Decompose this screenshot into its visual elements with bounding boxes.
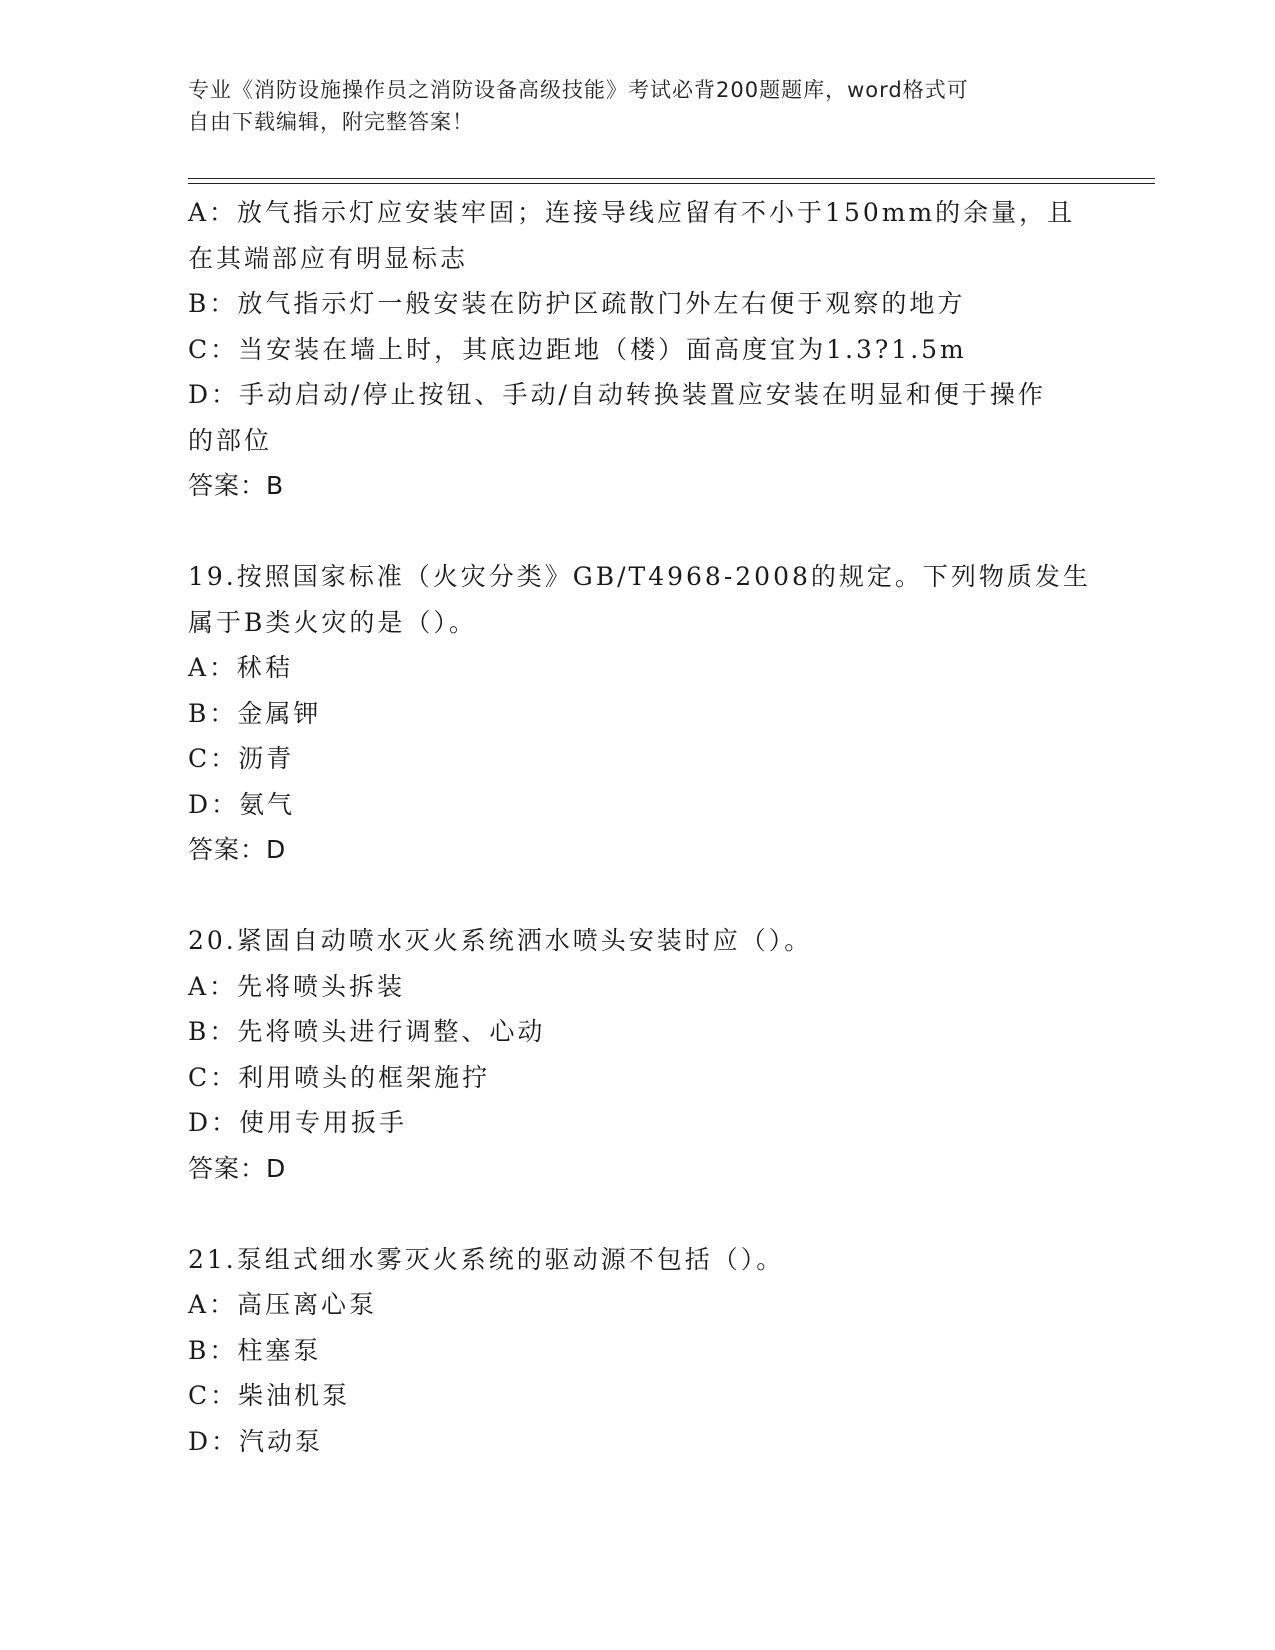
q20-stem: 20.紧固自动喷水灭火系统洒水喷头安装时应（）。 <box>188 926 813 955</box>
header-divider-bottom <box>188 183 1155 184</box>
question-20 <box>188 918 1088 1191</box>
q19-option-d: D：氨气 <box>188 789 296 819</box>
question-19 <box>188 554 1091 873</box>
header-divider-top <box>188 178 1155 179</box>
q20-option-c: C：利用喷头的框架施拧 <box>188 1062 491 1092</box>
spacer <box>188 1191 1088 1237</box>
q19-stem-line-1: 19.按照国家标准（火灾分类》GB/T4968-2008的规定。下列物质发生 <box>188 562 1091 591</box>
q20-option-a: A：先将喷头拆装 <box>188 971 406 1001</box>
q18-option-c: C：当安装在墙上时，其底边距地（楼）面高度宜为1.3?1.5m <box>188 334 967 364</box>
q18-option-a-line-2: 在其端部应有明显标志 <box>188 243 469 273</box>
q21-option-a: A：高压离心泵 <box>188 1290 378 1319</box>
spacer <box>188 873 1088 919</box>
q19-option-c: C：沥青 <box>188 744 295 773</box>
q20-option-d: D：使用专用扳手 <box>188 1108 408 1137</box>
q20-answer: 答案：D <box>188 1153 287 1183</box>
q18-option-d-line-1: D：手动启动/停止按钮、手动/自动转换装置应安装在明显和便于操作 <box>188 380 1046 409</box>
q18-answer: 答案：B <box>188 471 285 500</box>
q21-option-c: C：柴油机泵 <box>188 1381 351 1410</box>
q18-option-d-line-2: 的部位 <box>188 425 273 455</box>
header-line-1: 专业《消防设施操作员之消防设备高级技能》考试必背200题题库，word格式可 <box>188 78 969 102</box>
q18-option-b: B：放气指示灯一般安装在防护区疏散门外左右便于观察的地方 <box>188 289 966 318</box>
q19-option-b: B：金属钾 <box>188 698 322 728</box>
question-content <box>188 190 1091 1464</box>
q21-option-d: D：汽动泵 <box>188 1426 324 1456</box>
q19-stem-line-2: 属于B类火灾的是（）。 <box>188 607 477 637</box>
q21-stem: 21.泵组式细水雾灭火系统的驱动源不包括（）。 <box>188 1244 785 1274</box>
header-line-2: 自由下载编辑，附完整答案！ <box>188 110 474 134</box>
q18-option-a-line-1: A：放气指示灯应安装牢固；连接导线应留有不小于150mm的余量，且 <box>188 198 1076 227</box>
question-21 <box>188 1237 1088 1465</box>
q20-option-b: B：先将喷头进行调整、心动 <box>188 1017 546 1046</box>
spacer <box>188 509 1088 555</box>
document-header <box>188 74 1088 138</box>
q19-answer: 答案：D <box>188 835 287 864</box>
q21-option-b: B：柱塞泵 <box>188 1335 322 1365</box>
question-18 <box>188 190 1088 509</box>
q19-option-a: A：秫秸 <box>188 653 294 682</box>
